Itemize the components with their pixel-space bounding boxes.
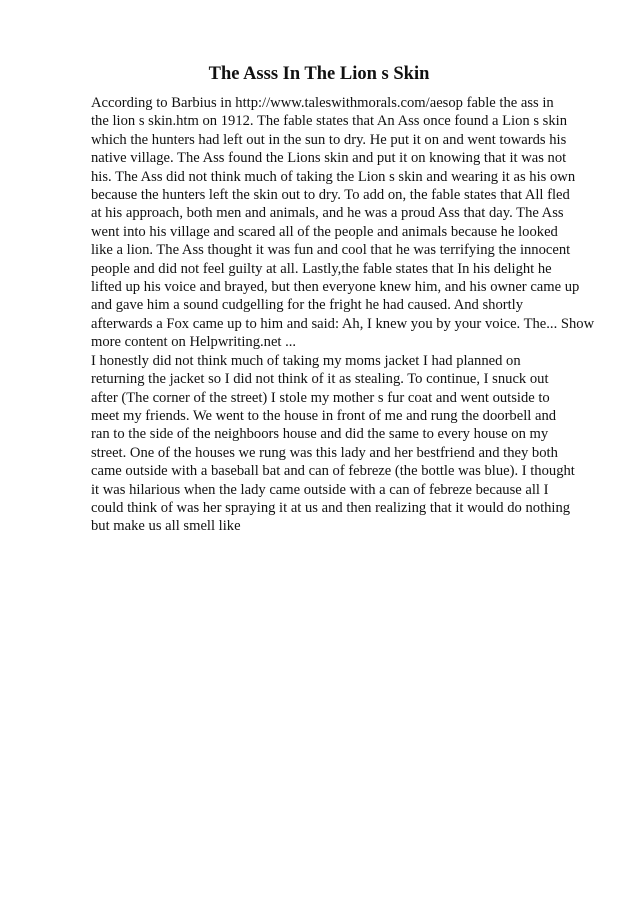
text-line: it was hilarious when the lady came outside with a can of febreze because all I	[91, 481, 549, 498]
text-line: ran to the side of the neighboors house and did the same to every house on my	[91, 426, 549, 443]
text-line: I honestly did not think much of taking my moms jacket I had planned on	[91, 352, 521, 369]
text-line: more content on Helpwriting.net ...	[91, 334, 297, 351]
document-title: The Asss In The Lion s Skin	[208, 64, 430, 84]
text-line: people and did not feel guilty at all. Lastly,the fable states that In his delight he	[91, 260, 552, 277]
text-line: went into his village and scared all of the people and animals because he looked	[91, 223, 558, 240]
text-line: because the hunters left the skin out to dry. To add on, the fable states that All fled	[91, 187, 570, 204]
text-line: after (The corner of the street) I stole my mother s fur coat and went outside to	[91, 389, 550, 406]
text-line: returning the jacket so I did not think of it as stealing. To continue, I snuck out	[91, 371, 549, 388]
text-line: came outside with a baseball bat and can of febreze (the bottle was blue). I thought	[91, 463, 575, 480]
text-line: like a lion. The Ass thought it was fun and cool that he was terrifying the innocent	[91, 242, 571, 259]
text-line: native village. The Ass found the Lions skin and put it on knowing that it was not	[91, 150, 567, 167]
text-line: the lion s skin.htm on 1912. The fable states that An Ass once found a Lion s skin	[91, 113, 568, 130]
text-line: his. The Ass did not think much of taking the Lion s skin and wearing it as his own	[91, 168, 576, 185]
text-line: at his approach, both men and animals, and he was a proud Ass that day. The Ass	[91, 205, 564, 222]
text-line: could think of was her spraying it at us and then realizing that it would do nothing	[91, 499, 571, 516]
document-body	[91, 94, 611, 536]
text-line: meet my friends. We went to the house in front of me and rung the doorbell and	[91, 407, 557, 424]
text-line: lifted up his voice and brayed, but then everyone knew him, and his owner came up	[91, 279, 580, 296]
text-line: which the hunters had left out in the sun to dry. He put it on and went towards his	[91, 131, 567, 148]
text-line: street. One of the houses we rung was this lady and her bestfriend and they both	[91, 444, 558, 461]
text-line: but make us all smell like	[91, 518, 241, 535]
text-line: and gave him a sound cudgelling for the fright he had caused. And shortly	[91, 297, 524, 314]
text-line: According to Barbius in http://www.taleswithmorals.com/aesop fable the ass in	[91, 95, 554, 111]
text-line: afterwards a Fox came up to him and said: Ah, I knew you by your voice. The... Show	[91, 315, 595, 332]
